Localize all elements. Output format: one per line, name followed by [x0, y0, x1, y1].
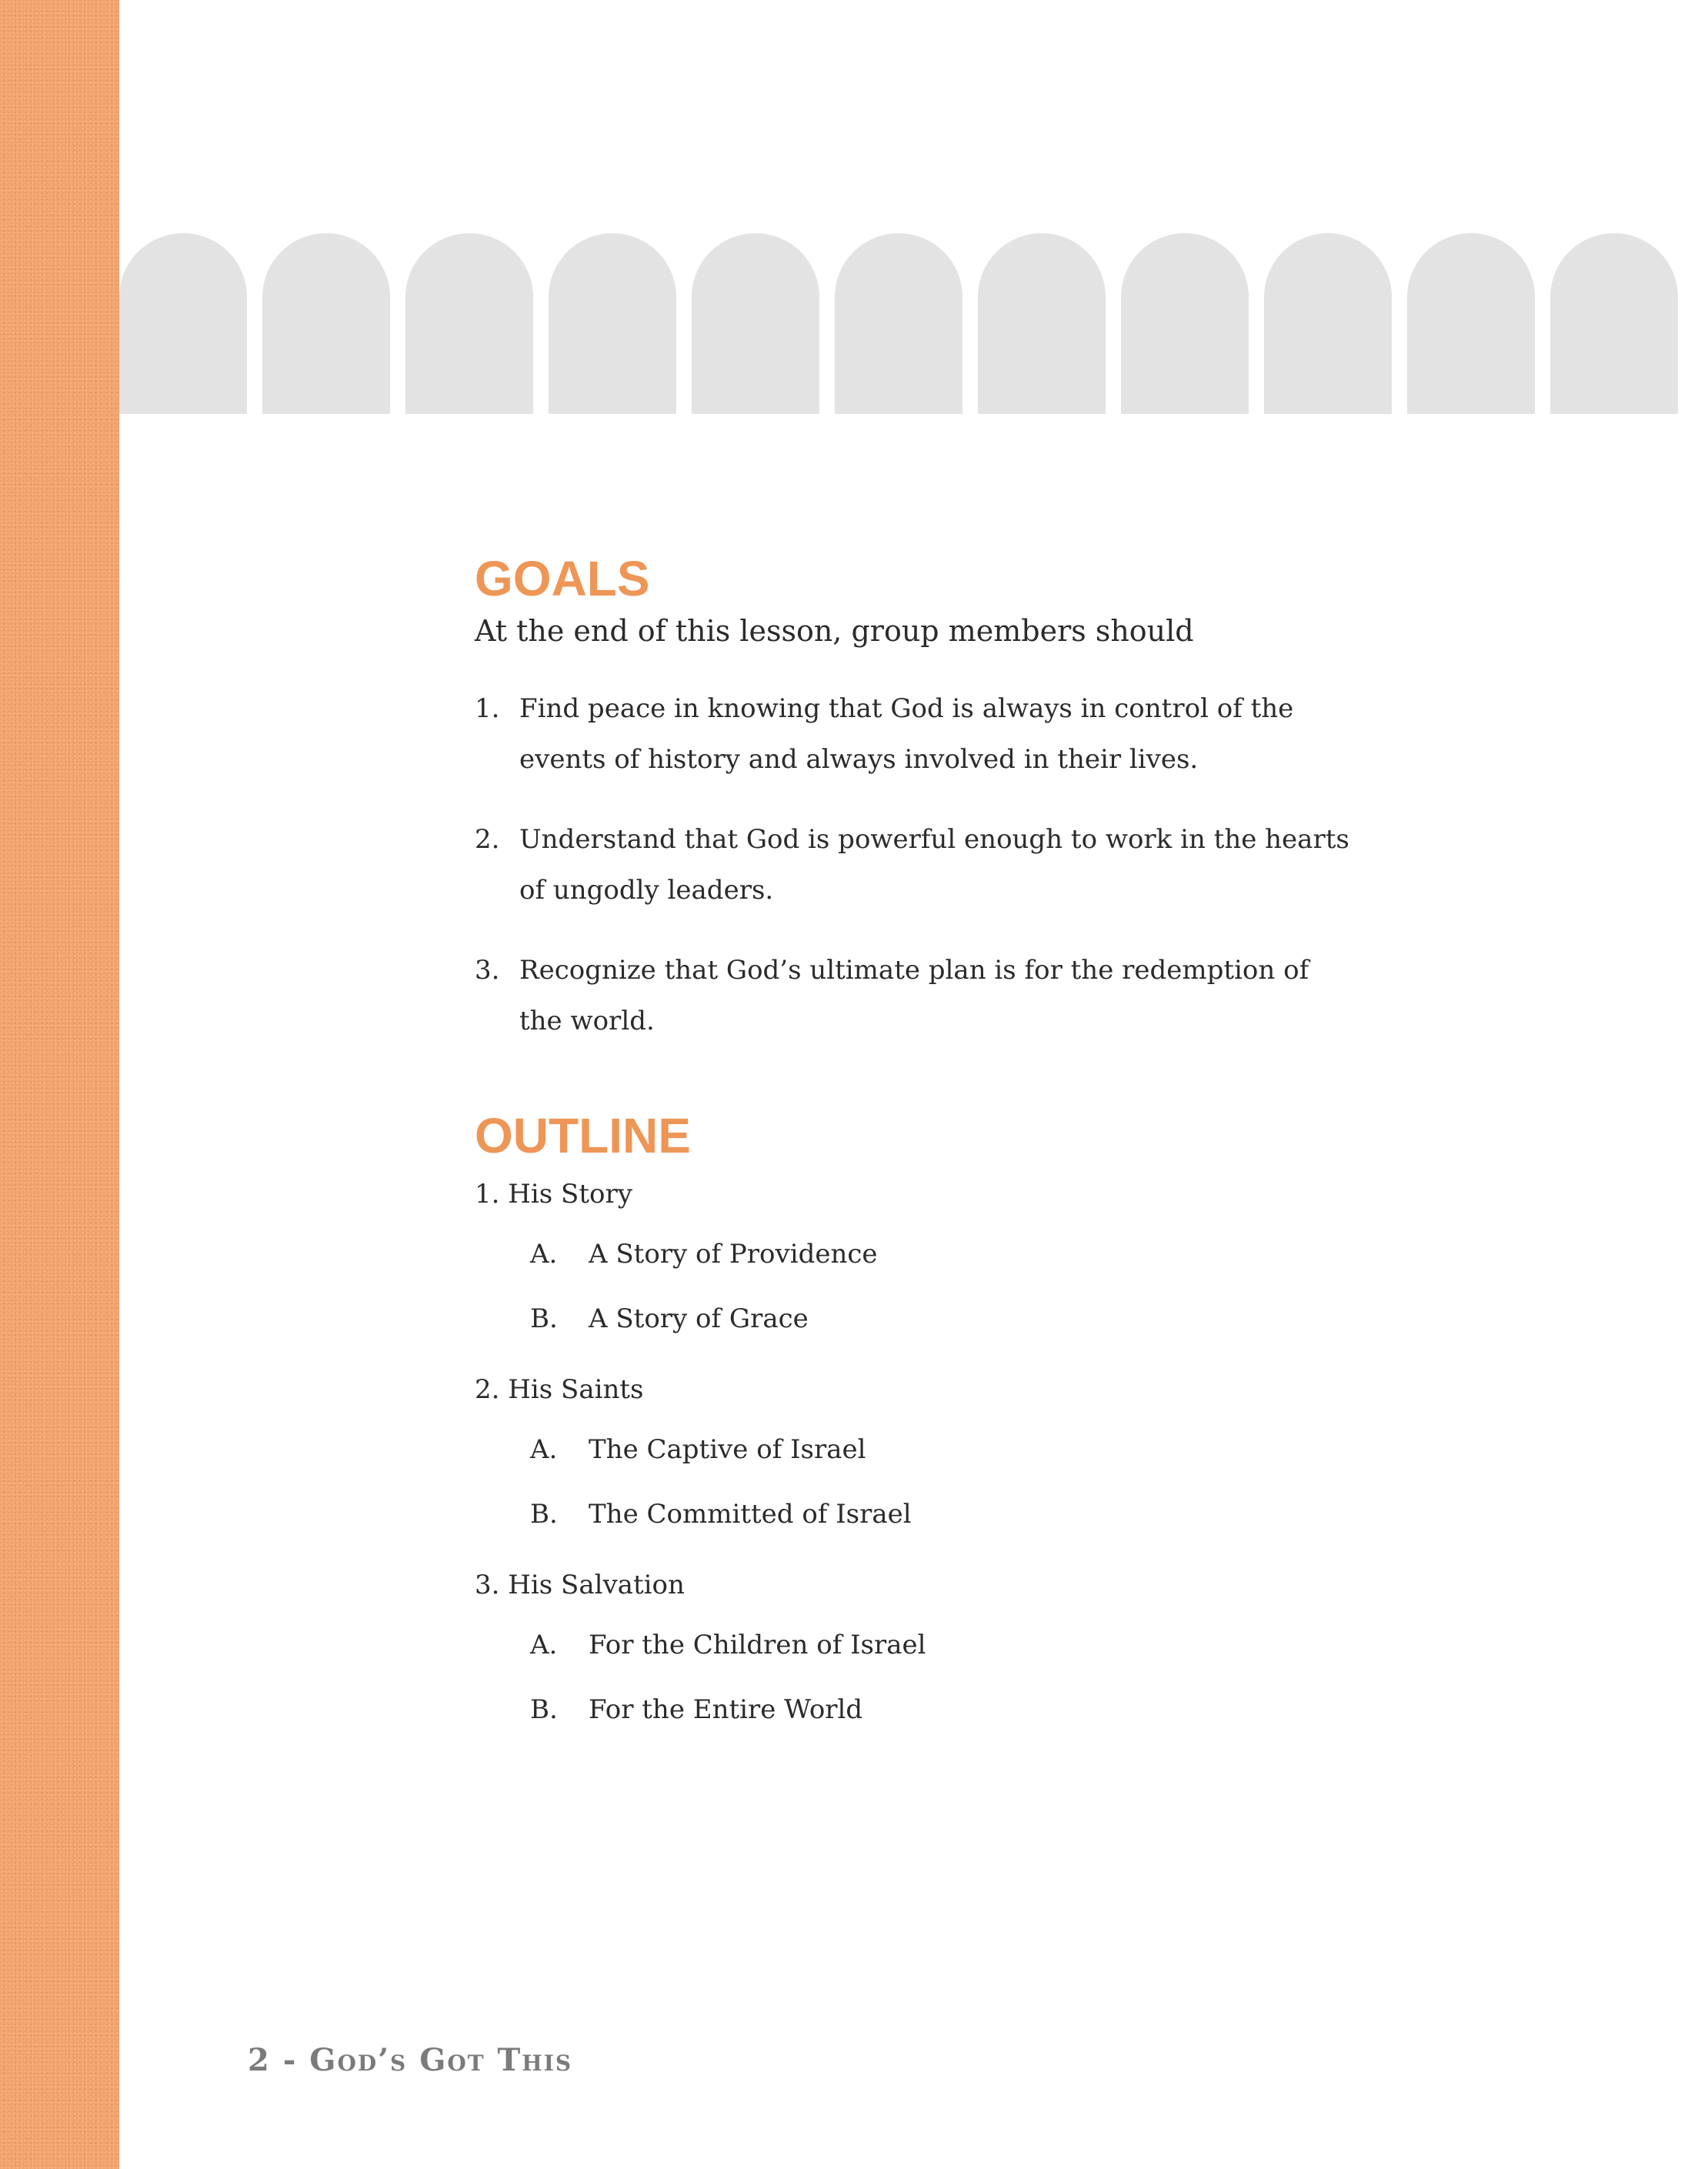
arch-shape — [1121, 233, 1249, 414]
outline-sub-letter: B. — [530, 1499, 558, 1530]
arch-shape — [1264, 233, 1392, 414]
outline-section — [475, 1174, 1352, 1339]
orange-sidebar — [0, 0, 119, 2169]
outline-section-title: 3. His Salvation — [475, 1570, 685, 1600]
outline-sub-list — [530, 1430, 1352, 1534]
arch-shape — [835, 233, 962, 414]
outline-sub-letter: B. — [530, 1694, 558, 1725]
outline-sub-text: A Story of Grace — [589, 1303, 809, 1334]
outline-sub-list — [530, 1234, 1352, 1339]
goal-number: 2. — [475, 824, 500, 855]
outline-sub-letter: A. — [530, 1630, 558, 1660]
outline-sub-letter: B. — [530, 1303, 558, 1334]
outline-sub-text: The Committed of Israel — [589, 1499, 912, 1530]
outline-section-title: 1. His Story — [475, 1179, 632, 1210]
outline-sub-item — [530, 1494, 1352, 1534]
outline-section-title: 2. His Saints — [475, 1374, 644, 1405]
arch-shape — [262, 233, 390, 414]
outline-sub-text: For the Children of Israel — [589, 1630, 926, 1660]
outline-sub-item — [530, 1690, 1352, 1730]
outline-heading: OUTLINE — [475, 1108, 691, 1163]
page-footer: 2 - God’s Got This — [248, 2042, 573, 2078]
goal-item — [475, 814, 1352, 916]
arch-shape — [549, 233, 676, 414]
goals-list — [475, 683, 1352, 1046]
outline-sub-letter: A. — [530, 1239, 558, 1270]
outline-sub-item — [530, 1234, 1352, 1274]
goals-heading: GOALS — [475, 551, 650, 606]
lesson-content — [475, 551, 1352, 1754]
arch-banner — [119, 233, 1693, 414]
outline-sub-text: A Story of Providence — [589, 1239, 878, 1270]
outline-sub-item — [530, 1625, 1352, 1665]
goal-number: 3. — [475, 955, 500, 986]
outline-sub-letter: A. — [530, 1434, 558, 1465]
arch-shape — [405, 233, 533, 414]
goal-text: Recognize that God’s ultimate plan is for the redemption of the world. — [519, 955, 1309, 1036]
outline-sub-text: For the Entire World — [589, 1694, 863, 1725]
goals-intro: At the end of this lesson, group members should — [475, 614, 1194, 648]
goal-number: 1. — [475, 693, 500, 724]
outline-sub-item — [530, 1430, 1352, 1470]
arch-shape — [1407, 233, 1535, 414]
arch-shape — [1550, 233, 1678, 414]
arch-shape — [692, 233, 819, 414]
arch-shape — [119, 233, 247, 414]
outline-sub-text: The Captive of Israel — [589, 1434, 866, 1465]
goal-item — [475, 683, 1352, 785]
goal-item — [475, 945, 1352, 1046]
outline-section — [475, 1565, 1352, 1730]
goal-text: Understand that God is powerful enough to work in the hearts of ungodly leaders. — [519, 824, 1349, 906]
goal-text: Find peace in knowing that God is always in control of the events of history and always involved in their lives. — [519, 693, 1294, 775]
outline-sub-item — [530, 1299, 1352, 1339]
outline-sub-list — [530, 1625, 1352, 1730]
outline-section — [475, 1370, 1352, 1534]
arch-shape — [978, 233, 1106, 414]
